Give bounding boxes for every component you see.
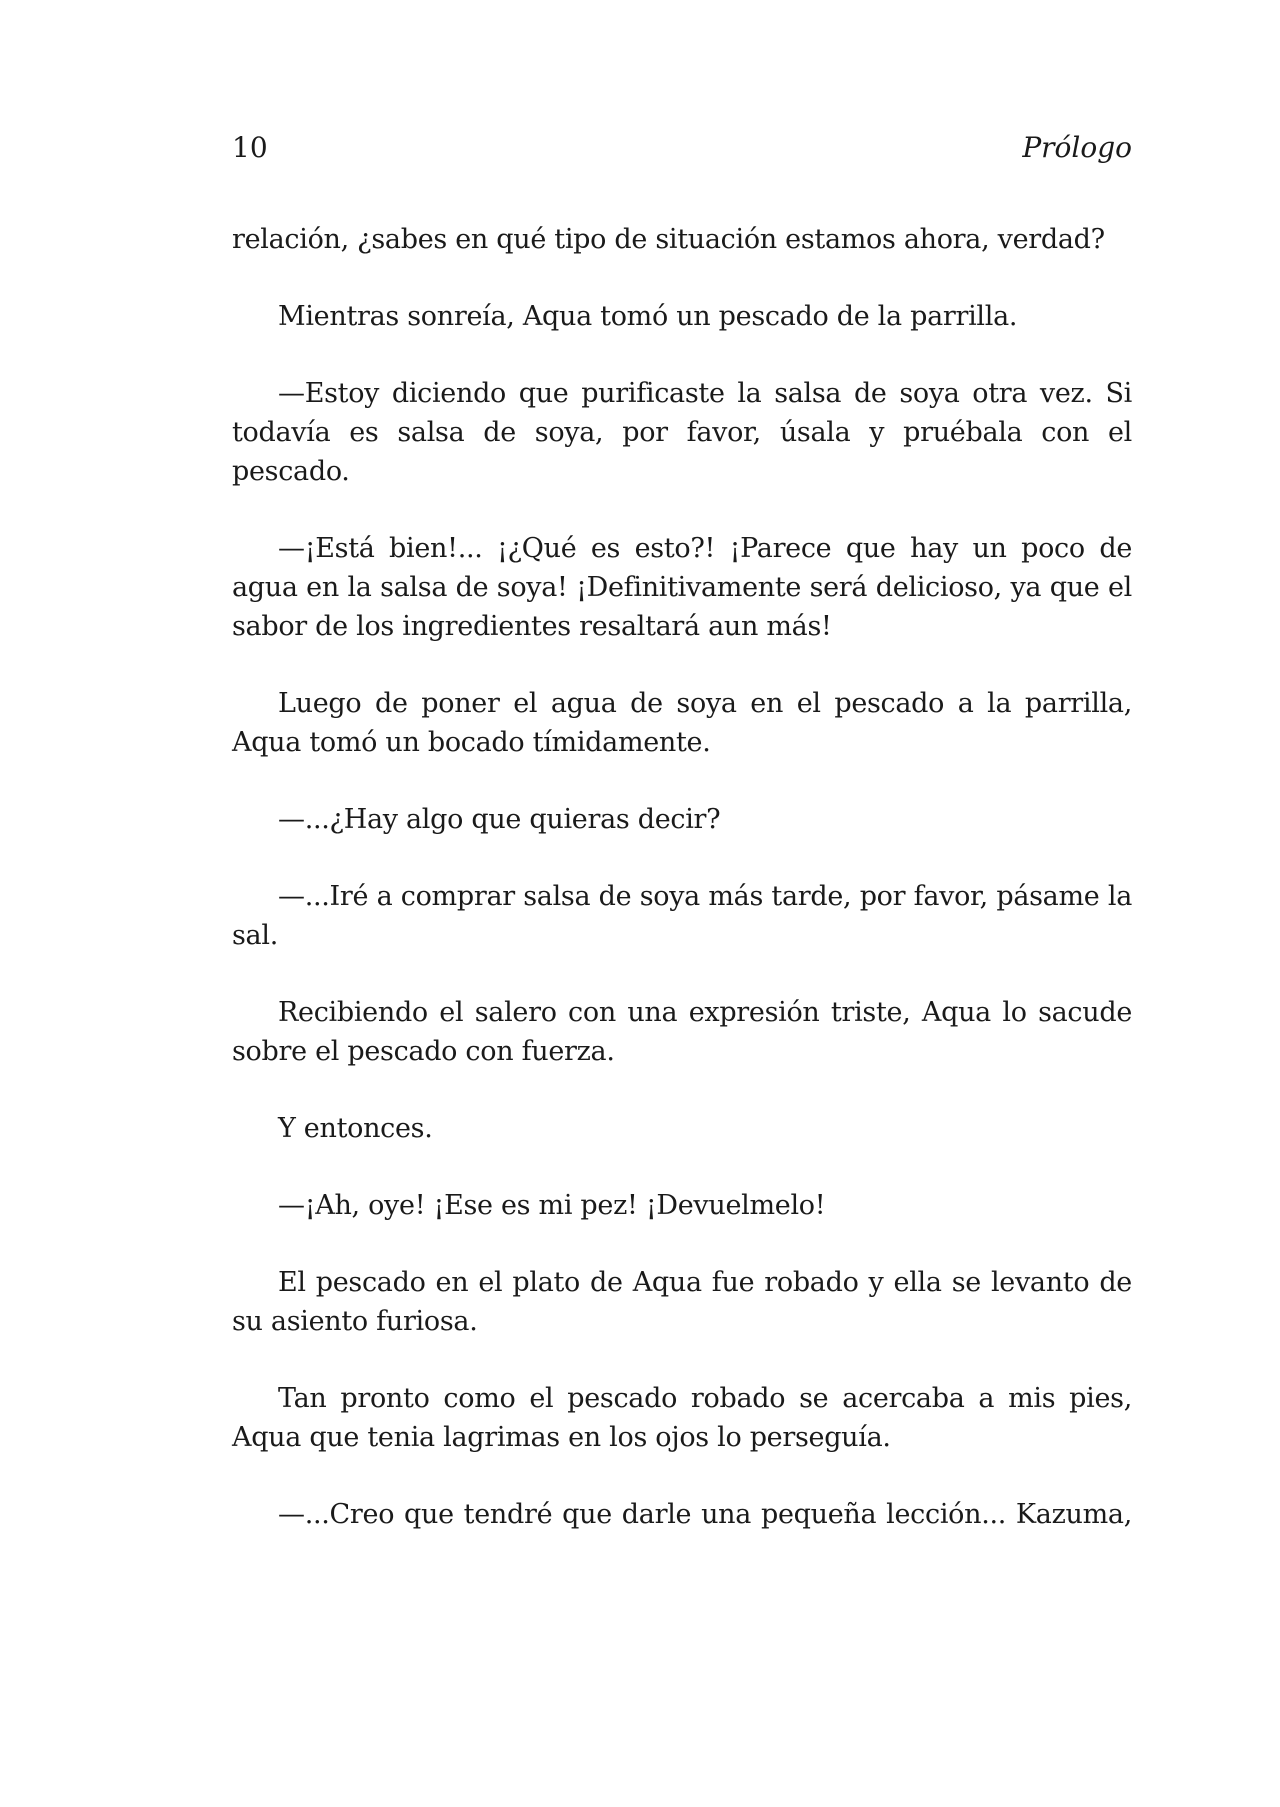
page-number: 10 [232,131,268,164]
paragraph: —¡Ah, oye! ¡Ese es mi pez! ¡Devuelmelo! [278,1190,826,1221]
page-header [232,128,1132,168]
paragraph: Tan pronto como el pescado robado se acercaba a mis pies, Aqua que tenia lagrimas en los ojos lo perseguía. [232,1383,1132,1453]
paragraph: —Estoy diciendo que purificaste la salsa de soya otra vez. Si todavía es salsa de soya, por favor, úsala y pruébala con el pescado. [232,378,1132,487]
paragraph: Luego de poner el agua de soya en el pescado a la parrilla, Aqua tomó un bocado tímidamente. [232,688,1132,758]
body-text [232,220,1132,1572]
paragraph: —...¿Hay algo que quieras decir? [278,804,721,835]
paragraph: —...Creo que tendré que darle una pequeña lección... Kazuma, [278,1499,1132,1530]
paragraph: relación, ¿sabes en qué tipo de situación estamos ahora, verdad? [232,224,1105,255]
paragraph: Recibiendo el salero con una expresión triste, Aqua lo sacude sobre el pescado con fuerza. [232,997,1132,1067]
paragraph: Y entonces. [278,1113,433,1144]
chapter-title: Prólogo [1022,131,1132,164]
paragraph: El pescado en el plato de Aqua fue robado y ella se levanto de su asiento furiosa. [232,1267,1132,1337]
paragraph: Mientras sonreía, Aqua tomó un pescado de la parrilla. [278,301,1018,332]
paragraph: —¡Está bien!... ¡¿Qué es esto?! ¡Parece que hay un poco de agua en la salsa de soya! ¡Definitivamente será delicioso, ya que el sabor de los ingredientes resaltará aun más! [232,533,1132,642]
paragraph: —...Iré a comprar salsa de soya más tarde, por favor, pásame la sal. [232,881,1132,951]
